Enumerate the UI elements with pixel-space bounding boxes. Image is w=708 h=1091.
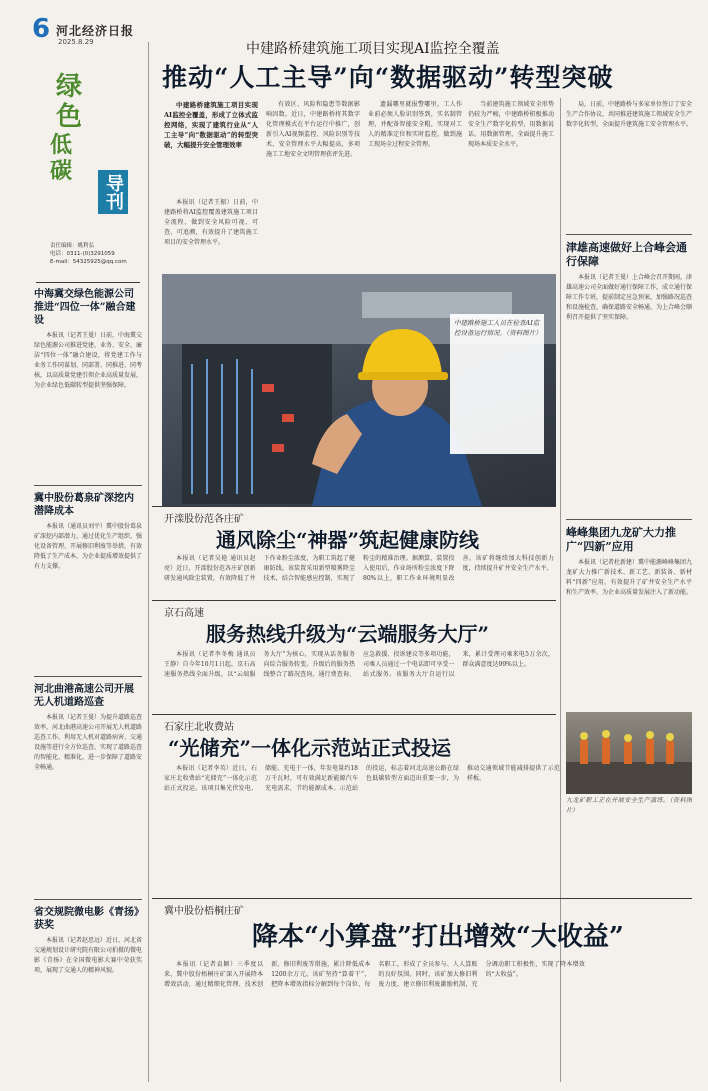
right-photo-caption: 九龙矿职工正在开展安全生产演练。（资料图片） [566, 797, 692, 814]
editor-email: E-mail：54325925@qq.com [50, 259, 127, 265]
right-story-3-title: 峰峰集团九龙矿大力推广“四新”应用 [566, 526, 676, 553]
editor-phone: 电话：0311-(0)3291059 [50, 251, 115, 257]
left-story-3-title: 河北曲港高速公司开展无人机道路巡查 [34, 684, 134, 708]
service-kicker: 京石高速 [164, 608, 204, 619]
dust-headline: 通风除尘“神器”筑起健康防线 [216, 528, 480, 552]
page-number: 6 [32, 14, 51, 44]
service-story [156, 604, 556, 712]
cost-kicker: 冀中股份梧桐庄矿 [164, 906, 244, 917]
solar-story [156, 718, 560, 890]
right-photo [566, 712, 692, 794]
section-char: 绿 [56, 72, 83, 102]
solar-headline: “光储充”一体化示范站正式投运 [168, 736, 452, 760]
paper-name: 河北经济日报 [56, 24, 135, 38]
lead-kicker: 中建路桥建筑施工项目实现AI监控全覆盖 [246, 41, 500, 57]
section-char: 低 [50, 132, 73, 158]
left-story-4-body: 本报讯（记者赵思远）近日，河北省交通规划设计研究院有限公司拍摄的微电影《青扬》在全国微电影大赛中荣获奖项，展现了交通人的精神风貌。 [34, 937, 142, 974]
section-badge [50, 72, 136, 278]
editor-name: 责任编辑：姚利弘 [50, 243, 95, 249]
right-story-1-body: 局，日前，中建路桥与多家单位签订了安全生产合作协议，共同推进建筑施工领域安全生产数字化转型，全面提升建筑施工安全管理水平。 [566, 101, 692, 128]
guide-label: 导刊 [98, 170, 128, 214]
section-char: 碳 [50, 158, 73, 184]
lead-photo [162, 274, 556, 506]
service-headline: 服务热线升级为“云端服务大厅” [206, 622, 490, 646]
solar-body: 本报讯（记者李英）近日，石家庄北收费站“光储充”一体化示范站正式投运。该项目集光伏发电、储能、充电于一体，年发电量约18万千瓦时，可有效满足新能源汽车充电需求，节约能源成本。示范站的投运，标志着河北高速公路在绿色低碳转型方面迈出重要一步，为推动交通领域节能减排提供了示范样板。 [164, 765, 560, 792]
left-story-2-body: 本报讯（通讯员刘平）冀中股份葛泉矿深挖内部潜力，通过优化生产组织、强化设备管理、开展修旧利废等举措，有效降低了生产成本，为企业提质增效提供了有力支撑。 [34, 523, 142, 570]
left-story-4-title: 省交规院微电影《青扬》获奖 [34, 907, 139, 931]
lead-headline: 推动“人工主导”向“数据驱动”转型突破 [162, 63, 614, 92]
right-story-2-title: 津雄高速做好上合峰会通行保障 [566, 241, 687, 268]
solar-kicker: 石家庄北收费站 [164, 722, 234, 733]
left-story-3-body: 本报讯（记者王曼）为提升道路巡查效率，河北曲港高速公司开展无人机道路巡查工作，利用无人机对道路病害、交通设施等进行全方位巡查，实现了道路巡查的智能化、精准化，进一步保障了道路安全畅通。 [34, 714, 142, 771]
lead-body-col3: 遗漏哪里就报警哪里。工人作业前必须人脸识别签到，实名制管理，并配备智能安全帽，实现对工人的精准定位和实时监控，做到施工现场全过程安全管理。 [368, 101, 462, 148]
lead-story [156, 38, 614, 508]
section-char: 色 [56, 102, 83, 132]
dust-story [156, 510, 556, 596]
right-column [566, 100, 692, 860]
lead-summary: 中建路桥建筑施工项目实现AI监控全覆盖，形成了立体式监控网络，实现了建筑行业从“人工主导”向“数据驱动”的转型突破，大幅提升安全管理效率 [164, 101, 258, 149]
issue-date: 2025.8.29 [58, 38, 94, 46]
right-story-2-body: 本报讯（记者王曼）上合峰会召开期间，津雄高速公司全面做好通行保障工作，成立通行保障工作专班，提前制定应急预案，加强路况巡查和设施检查，确保道路安全畅通，为上合峰会顺利召开提供了坚实保障。 [566, 274, 692, 321]
cost-story [156, 902, 692, 1086]
lead-body-col1: 本报讯（记者王振）日前，中建路桥将AI监控覆盖建筑施工项目全流程，做到安全风险可视、可查、可追溯，有效提升了建筑施工项目的安全管理水平。 [164, 199, 258, 246]
left-story-1-title: 中海冀交绿色能源公司推进“四位一体”融合建设 [34, 289, 136, 326]
lead-body-col2: 有效区、风险和隐患等数据影响因数。近日，中建路桥将其数字化管理模式在平台运行中推广，创新引入AI视频监控、风险识别等技术，安全管理水平大幅提高，多项施工工地安全文明管理获评先进。 [266, 101, 360, 158]
dust-body: 本报讯（记者吴艳 通讯员赵亮）近日，开滦股份范各庄矿创新研发通风除尘装置，有效降低了井下作业粉尘浓度，为职工筑起了健康防线。该装置采用新型喷雾降尘技术，结合智能感应控制，实现了粉尘的精准治理。据测算，装置投入使用后，作业场所粉尘浓度下降80%以上，职工作业环境明显改善。该矿将继续加大科技创新力度，持续提升矿井安全生产水平。 [164, 555, 554, 582]
editor-info [50, 242, 140, 266]
cost-headline: 降本“小算盘”打出增效“大收益” [252, 922, 624, 952]
section-title [50, 72, 96, 184]
lead-photo-caption: 中建路桥施工人员在检查AI监控设备运行情况。（资料图片） [450, 314, 544, 454]
left-story-2-title: 冀中股份葛泉矿深挖内潜降成本 [34, 493, 134, 517]
left-story-1-body: 本报讯（记者王曼）日前，中海冀交绿色能源公司推进党建、业务、安全、廉洁“四位一体”融合建设，将党建工作与业务工作同谋划、同部署、同推进、同考核，以高质量党建引领企业高质量发展，为企业绿色低碳转型提供坚强保障。 [34, 332, 142, 389]
lead-body-col4: 当前建筑施工领域安全形势仍较为严峻，中建路桥积极推动安全生产数字化转型，用数据说话、用数据管理，全面提升施工现场本质安全水平。 [468, 101, 554, 148]
service-body: 本报讯（记者李冬梅 通讯员王静）自今年10月1日起，京石高速服务热线全面升级，以“云端服务大厅”为核心，实现从话务服务向综合服务转变。升级后的服务热线整合了路况查询、通行费查询、应急救援、投诉建议等多项功能，司乘人员通过一个电话即可享受一站式服务。该服务大厅自运行以来，累计受理司乘来电5万余次，群众满意度达99%以上。 [164, 651, 554, 678]
cost-body: 本报讯（记者袁颖）三季度以来，冀中股份梧桐庄矿深入开展降本增效活动，通过精细化管理、技术创新、修旧利废等措施，累计降低成本1200余万元。该矿坚持“算着干”，把降本增效指标分解到每个岗位、每名职工，形成了全员参与、人人算账的良好氛围。同时，该矿加大修旧利废力度，建立修旧利废激励机制，充分调动职工积极性，实现了降本增效的“大收益”。 [164, 961, 585, 988]
left-column [34, 288, 142, 1078]
dust-kicker: 开滦股份范各庄矿 [164, 514, 244, 525]
right-story-3-body: 本报讯（记者杜新建）冀中能源峰峰集团九龙矿大力推广新技术、新工艺、新装备、新材料“四新”应用，有效提升了矿井安全生产水平和生产效率，为企业高质量发展注入了新动能。 [566, 559, 692, 596]
